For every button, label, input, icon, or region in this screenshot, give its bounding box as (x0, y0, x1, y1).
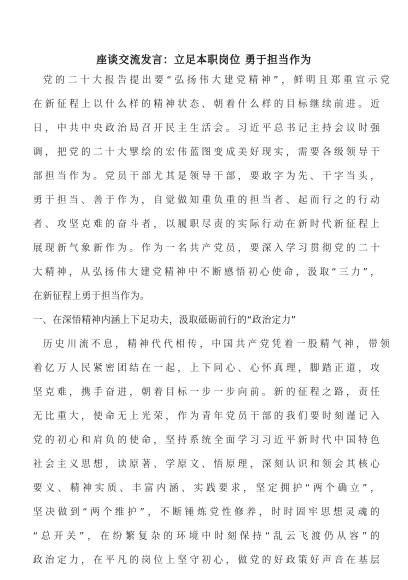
body-line: 在新征程上勇于担当作为。 (33, 291, 150, 302)
body-line: 政治定力，在平凡的岗位上坚守初心，做党的好政策好声音在基层 (33, 555, 380, 566)
body-line: 在新征程上以什么样的精神状态、朝着什么样的目标继续前进。近 (33, 99, 380, 110)
body-line: 展现新气象新作为。作为一名共产党员，要深入学习贯彻党的二十 (33, 243, 380, 254)
body-line: 历史川流不息，精神代代相传，中国共产党凭着一股精气神，带领 (43, 339, 390, 350)
body-line: “总开关”，在纷繁复杂的环境中时刻保持“乱云飞渡仍从容”的 (33, 531, 380, 542)
body-line: 党的初心和肩负的使命，坚持系统全面学习习近平新时代中国特色 (33, 435, 380, 446)
body-line: 社会主义思想，读原著、学原文、悟原理，深刻认识和领会其核心 (33, 459, 380, 470)
body-line: 大精神，从弘扬伟大建党精神中不断感悟初心使命，汲取“三力”， (33, 267, 380, 278)
body-line: 坚克难，携手奋进，朝着目标一步一步向前。新的征程之路，责任 (33, 387, 380, 398)
body-line: 坚决做到“两个维护”，不断锤炼党性修养，时时固牢思想灵魂的 (33, 507, 380, 518)
body-line: 日，中共中央政治局召开民主生活会。习近平总书记主持会议时强 (33, 123, 380, 134)
body-line: 无比重大，使命无上光荣，作为青年党员干部的我们要时刻谨记入 (33, 411, 380, 422)
section-heading: 一、在深悟精神内涵上下足功夫，汲取砥砺前行的“政治定力” (33, 315, 297, 326)
body-line: 部担当作为。党员干部尤其是领导干部，要敢字为先、干字当头， (33, 171, 380, 182)
body-line: 调，把党的二十大擘绘的宏伟蓝图变成美好现实，需要各级领导干 (33, 147, 380, 158)
document-title: 座谈交流发言：立足本职岗位 勇于担当作为 (96, 54, 312, 66)
body-line: 者、攻坚克难的奋斗者，以履职尽责的实际行动在新时代新征程上 (33, 219, 380, 230)
body-line: 党的二十大报告提出要“弘扬伟大建党精神”，鲜明且郑重宣示党 (43, 75, 390, 86)
body-line: 要义、精神实质、丰富内涵、实践要求，坚定拥护“两个确立”， (33, 483, 380, 494)
body-line: 着亿万人民紧密团结在一起，上下同心、心怀真理，脚踏正道，攻 (33, 363, 380, 374)
body-line: 勇于担当、善于作为，自觉做知重负重的担当者、起而行之的行动 (33, 195, 380, 206)
